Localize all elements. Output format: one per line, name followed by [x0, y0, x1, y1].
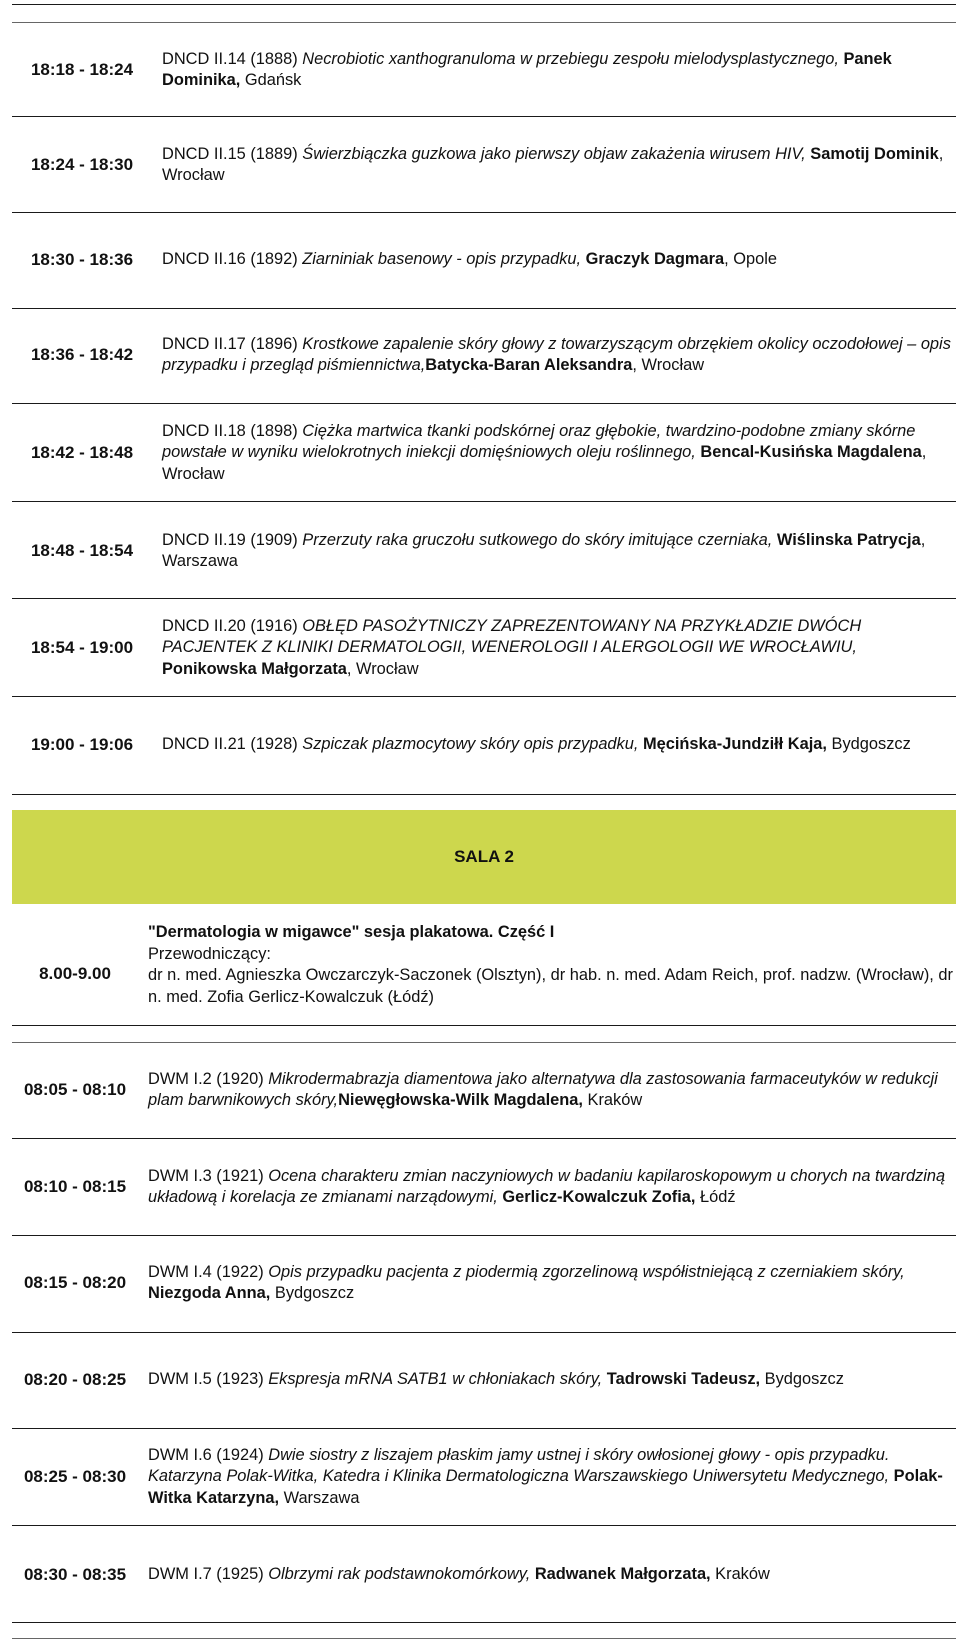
presentation-entry [148, 1262, 960, 1305]
presenter-name: Radwanek Małgorzata, [530, 1565, 711, 1584]
presenter-city: , Wrocław [346, 659, 419, 678]
presentation-title: Świerzbiączka guzkowa jako pierwszy objaw zakażenia wirusem HIV, [302, 144, 806, 163]
chair-list: dr n. med. Agnieszka Owczarczyk-Saczonek (Olsztyn), dr hab. n. med. Adam Reich, prof. nadzw. (Wrocław), dr n. med. Zofia Gerlicz-Kowalczuk (Łódź) [148, 966, 953, 1006]
time-slot: 18:42 - 18:48 [30, 443, 134, 462]
presentation-title: Ocena charakteru zmian naczyniowych w badaniu kapilaroskopowym u chorych na twardziną układową i korelacja ze zmianami narządowymi, [148, 1166, 946, 1206]
presentation-entry [162, 616, 958, 681]
divider [12, 212, 956, 213]
schedule-row [0, 526, 960, 576]
presentation-code: DNCD II.17 (1896) [162, 334, 303, 353]
presenter-name: Męcińska-Jundziłł Kaja, [638, 735, 827, 754]
presentation-code: DNCD II.21 (1928) [162, 735, 303, 754]
presentation-code: DNCD II.16 (1892) [162, 250, 303, 269]
schedule-row [0, 245, 960, 275]
time-slot: 19:00 - 19:06 [30, 735, 134, 754]
presentation-entry [162, 734, 958, 756]
divider [12, 1025, 956, 1026]
presentation-code: DNCD II.15 (1889) [162, 144, 303, 163]
presenter-name: Polak-Witka Katarzyna, [148, 1467, 943, 1507]
divider [12, 501, 956, 502]
presenter-city: Kraków [710, 1565, 770, 1584]
presentation-entry [148, 1369, 960, 1391]
schedule-row [0, 720, 960, 770]
presenter-name: Tadrowski Tadeusz, [602, 1370, 761, 1389]
schedule-row [0, 1258, 960, 1308]
presenter-name: Niezgoda Anna, [148, 1284, 271, 1302]
time-slot: 08:10 - 08:15 [23, 1177, 127, 1196]
presenter-name: Niewęgłowska-Wilk Magdalena, [338, 1091, 583, 1109]
presentation-entry [148, 1445, 960, 1510]
presenter-city: Gdańsk [240, 71, 302, 89]
presenter-name: Panek Dominika, [162, 49, 892, 89]
time-slot: 08:05 - 08:10 [23, 1080, 127, 1099]
presenter-city: Łódź [695, 1188, 736, 1206]
schedule-row [0, 1365, 960, 1395]
presenter-city: , Warszawa [162, 530, 926, 570]
presentation-code: DNCD II.14 (1888) [162, 49, 303, 68]
presenter-city: Bydgoszcz [270, 1284, 355, 1302]
presentation-code: DWM I.2 (1920) [148, 1069, 269, 1088]
divider [12, 794, 956, 795]
presentation-code: DNCD II.20 (1916) [162, 616, 303, 635]
presentation-title: Ciężka martwica tkanki podskórnej oraz głębokie, twardzino-podobne zmiany skórne powstałe w wyniku wielokrotnych iniekcji domięśniowych oleju roślinnego, [162, 421, 916, 462]
divider [12, 1332, 956, 1333]
presentation-title: Dwie siostry z liszajem płaskim jamy ustnej i skóry owłosionej głowy - opis przypadku. Katarzyna Polak-Witka, Katedra i Klinika Dermatologiczna Warszawskiego Uniwersytetu Medycznego, [148, 1445, 890, 1486]
presentation-entry [162, 334, 958, 377]
presenter-city: , Wrocław [162, 144, 944, 184]
presenter-city: Kraków [582, 1091, 643, 1109]
room-title: SALA 2 [454, 847, 514, 866]
chair-label: Przewodniczący: [148, 944, 271, 963]
time-slot: 8.00-9.00 [39, 964, 111, 983]
presenter-name: Wiślinska Patrycja [772, 530, 921, 549]
divider [12, 403, 956, 404]
presentation-code: DWM I.4 (1922) [148, 1262, 269, 1281]
divider [12, 22, 956, 23]
presentation-entry [162, 421, 958, 486]
presentation-title: Opis przypadku pacjenta z piodermią zgorzelinową współistniejącą z czerniakiem skóry, [268, 1262, 905, 1281]
presenter-city: Bydgoszcz [760, 1370, 844, 1389]
time-slot: 18:36 - 18:42 [30, 345, 134, 364]
schedule-row [0, 1162, 960, 1212]
presenter-name: Graczyk Dagmara [581, 250, 725, 269]
presenter-name: Gerlicz-Kowalczuk Zofia, [497, 1188, 696, 1206]
presentation-title: Ekspresja mRNA SATB1 w chłoniakach skóry, [268, 1370, 603, 1389]
presentation-title: Szpiczak plazmocytowy skóry opis przypadku, [302, 735, 639, 754]
divider [12, 116, 956, 117]
presentation-entry [162, 49, 958, 92]
divider [12, 598, 956, 599]
divider [12, 1042, 956, 1043]
presentation-code: DWM I.3 (1921) [148, 1166, 269, 1185]
schedule-row [0, 613, 960, 683]
presenter-name: Ponikowska Małgorzata [162, 659, 347, 678]
schedule-row [0, 418, 960, 488]
presentation-entry [162, 249, 958, 271]
presentation-entry [162, 144, 958, 187]
schedule-row [0, 140, 960, 190]
time-slot: 18:24 - 18:30 [30, 155, 134, 174]
presentation-code: DWM I.7 (1925) [148, 1565, 269, 1584]
presentation-code: DWM I.6 (1924) [148, 1445, 269, 1464]
schedule-row [0, 1442, 960, 1512]
schedule-row [0, 330, 960, 380]
presentation-title: Necrobiotic xanthogranuloma w przebiegu zespołu mielodysplastycznego, [302, 49, 839, 68]
time-slot: 18:48 - 18:54 [30, 541, 134, 560]
divider [12, 1622, 956, 1623]
presenter-city: Bydgoszcz [826, 735, 911, 754]
schedule-row [0, 1065, 960, 1115]
presentation-entry [148, 1166, 960, 1209]
time-slot: 18:54 - 19:00 [30, 638, 134, 657]
presentation-title: Mikrodermabrazja diamentowa jako alternatywa dla zastosowania farmaceutyków w redukcji plam barwnikowych skóry, [148, 1069, 938, 1109]
time-slot: 08:15 - 08:20 [23, 1273, 127, 1292]
presentation-title: Ziarniniak basenowy - opis przypadku, [302, 250, 582, 269]
presentation-title: OBŁĘD PASOŻYTNICZY ZAPREZENTOWANY NA PRZYKŁADZIE DWÓCH PACJENTEK Z KLINIKI DERMATOLOGII, WENEROLOGII I ALERGOLOGII WE WROCŁAWIU, [162, 616, 862, 657]
presenter-name: Samotij Dominik [805, 144, 939, 163]
presentation-code: DNCD II.19 (1909) [162, 530, 303, 549]
divider [12, 308, 956, 309]
presenter-city: , Wrocław [162, 443, 927, 483]
room-banner [12, 810, 956, 904]
time-slot: 08:25 - 08:30 [23, 1467, 127, 1486]
presenter-city: , Wrocław [632, 356, 705, 374]
presentation-code: DWM I.5 (1923) [148, 1370, 269, 1389]
presentation-entry [148, 1564, 960, 1586]
presentation-title: Przerzuty raka gruczołu sutkowego do skóry imitujące czerniaka, [302, 530, 773, 549]
schedule-row [0, 45, 960, 95]
divider [12, 1638, 956, 1639]
presentation-title: Olbrzymi rak podstawnokomórkowy, [268, 1565, 531, 1584]
divider [12, 1525, 956, 1526]
divider [12, 1235, 956, 1236]
schedule-row [0, 1560, 960, 1590]
time-slot: 18:18 - 18:24 [30, 60, 134, 79]
presenter-name: Bencal-Kusińska Magdalena [695, 443, 922, 462]
presenter-city: Warszawa [279, 1488, 360, 1507]
time-slot: 08:30 - 08:35 [23, 1565, 127, 1584]
divider [12, 696, 956, 697]
presenter-name: Batycka-Baran Aleksandra [425, 356, 633, 374]
session-header-row [0, 918, 960, 1012]
divider [12, 1138, 956, 1139]
divider [12, 4, 956, 5]
divider [12, 1428, 956, 1429]
session-title: "Dermatologia w migawce" sesja plakatowa. Część I [148, 923, 555, 941]
time-slot: 08:20 - 08:25 [23, 1370, 127, 1389]
presentation-entry [162, 530, 958, 573]
session-info [148, 922, 960, 1008]
presentation-code: DNCD II.18 (1898) [162, 421, 303, 440]
presentation-title: Krostkowe zapalenie skóry głowy z towarzyszącym obrzękiem okolicy oczodołowej – opis przypadku i przegląd piśmiennictwa, [162, 334, 951, 374]
time-slot: 18:30 - 18:36 [30, 250, 134, 269]
presentation-entry [148, 1069, 960, 1112]
presenter-city: , Opole [724, 250, 777, 269]
